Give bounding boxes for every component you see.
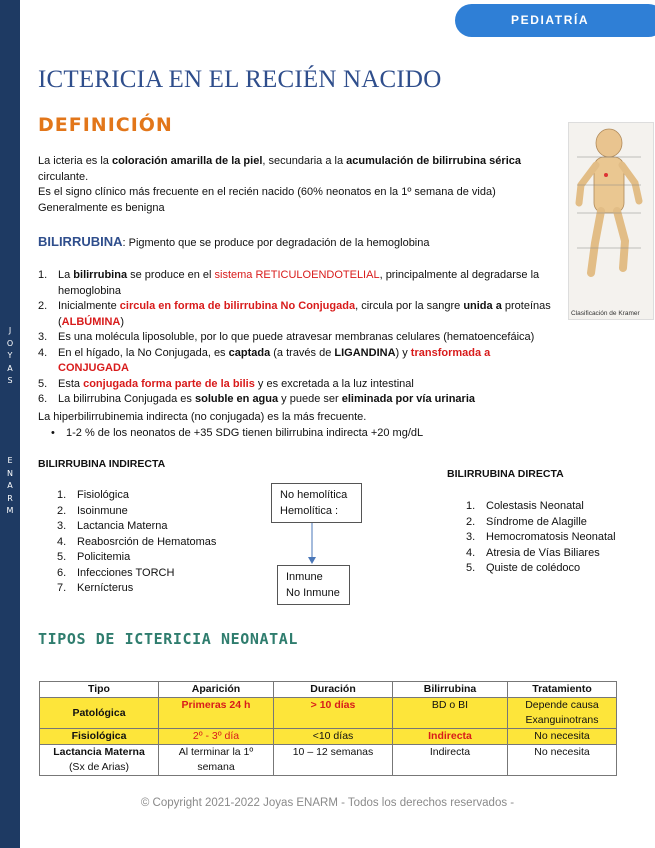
list-number: 7.	[57, 582, 67, 594]
list-number: 1.	[38, 269, 48, 281]
section-heading-definicion: DEFINICIÓN	[38, 114, 173, 136]
table-cell: BD o BI	[393, 698, 508, 729]
list-number: 2.	[38, 300, 48, 312]
list-text: unida a	[463, 300, 502, 312]
flow-text: Hemolítica :	[280, 505, 339, 517]
list-number: 5.	[57, 551, 67, 563]
list-item	[38, 346, 562, 377]
sidebar-band	[0, 0, 20, 848]
table-cell: No necesita	[508, 745, 617, 776]
list-text: ) y	[395, 346, 411, 359]
list-text: Kernícterus	[77, 582, 134, 594]
bilirrubina-desc: : Pigmento que se produce por degradación de la hemoglobina	[122, 237, 430, 249]
flow-text: Inmune	[286, 571, 323, 583]
bullet-dot: •	[51, 427, 55, 439]
table-cell	[508, 698, 617, 729]
table-header: Duración	[274, 682, 393, 698]
indirecta-title: BILIRRUBINA INDIRECTA	[38, 458, 166, 470]
list-number: 6.	[38, 393, 48, 405]
table-cell: Indirecta	[393, 745, 508, 776]
indirecta-list	[57, 488, 277, 597]
sidebar-letter: A	[7, 363, 13, 373]
list-number: 3.	[466, 531, 476, 543]
bilirrubina-heading	[38, 234, 430, 249]
list-text: (a través de	[270, 346, 335, 359]
figure-caption: Clasificación de Kramer	[571, 310, 640, 317]
list-text: transformada a CONJUGADA	[58, 346, 491, 374]
text: , secundaria a la	[262, 155, 347, 167]
list-item	[57, 550, 277, 566]
sidebar-letter: A	[7, 481, 13, 490]
list-item	[57, 581, 277, 597]
list-number: 2.	[57, 504, 67, 517]
list-item	[466, 530, 655, 546]
list-item	[38, 377, 562, 393]
list-text: Atresia de Vías Biliares	[486, 546, 600, 559]
sidebar-letters-enarm	[0, 455, 20, 518]
list-text: Quiste de colédoco	[486, 562, 581, 574]
footer-copyright: © Copyright 2021-2022 Joyas ENARM - Todos los derechos reservados -	[140, 797, 515, 809]
page-title: ICTERICIA EN EL RECIÉN NACIDO	[38, 66, 442, 93]
sidebar-letter: S	[7, 376, 13, 385]
table-cell: Patológica	[40, 698, 159, 729]
cell-line: Lactancia Materna	[53, 746, 145, 758]
table-cell: Fisiológica	[40, 729, 159, 745]
sidebar-letter: N	[7, 468, 13, 478]
list-item	[38, 330, 562, 346]
table-cell: Indirecta	[393, 729, 508, 745]
table-header: Aparición	[159, 682, 274, 698]
list-text: eliminada por vía urinaria	[341, 393, 475, 405]
cell-line: semana	[197, 761, 235, 773]
list-text: y puede ser	[278, 393, 342, 405]
list-text: Inicialmente	[58, 300, 120, 312]
list-text: captada	[228, 346, 271, 359]
list-text: )	[120, 315, 125, 328]
list-text: ALBÚMINA	[61, 315, 121, 328]
list-number: 5.	[38, 377, 48, 390]
table-cell	[40, 745, 159, 776]
list-item	[466, 561, 655, 577]
table-header: Tipo	[40, 682, 159, 698]
category-tag: PEDIATRÍA	[455, 4, 655, 37]
list-text: La bilirrubina Conjugada es	[58, 393, 195, 405]
list-text: proteínas (	[58, 300, 551, 328]
directa-list	[466, 499, 655, 577]
table-cell: No necesita	[508, 729, 617, 745]
sidebar-letter: O	[6, 338, 14, 348]
list-number: 4.	[466, 546, 476, 559]
table-cell	[159, 745, 274, 776]
list-text: , principalmente al degradarse la hemoglobina	[58, 269, 540, 297]
list-text: conjugada forma parte de la bilis	[83, 377, 255, 390]
list-number: 6.	[57, 566, 67, 579]
list-number: 5.	[466, 562, 476, 574]
tipos-table	[39, 681, 617, 776]
list-text: Esta	[58, 377, 84, 390]
list-text: Síndrome de Alagille	[486, 515, 587, 528]
table-cell: 10 – 12 semanas	[274, 745, 393, 776]
cell-line: Al terminar la 1º	[178, 746, 254, 758]
list-text: se produce en el	[127, 269, 215, 281]
text: circulante.	[38, 170, 89, 183]
list-text: y es excretada a la luz intestinal	[254, 377, 414, 390]
list-item	[57, 535, 277, 551]
list-text: Isoinmune	[77, 504, 128, 517]
table-cell: <10 días	[274, 729, 393, 745]
table-cell: Primeras 24 h	[159, 698, 274, 729]
list-number: 4.	[57, 535, 67, 548]
flow-box-inmune	[277, 565, 350, 605]
list-item	[466, 546, 655, 562]
list-number: 2.	[466, 515, 476, 528]
cell-line: Depende causa	[525, 699, 599, 711]
kramer-figure	[568, 122, 654, 320]
list-text: bilirrubina	[73, 269, 128, 281]
list-text: sistema RETICULOENDOTELIAL	[214, 269, 380, 281]
table-header: Tratamiento	[508, 682, 617, 698]
list-item	[57, 504, 277, 520]
list-item	[38, 268, 562, 299]
table-header: Bilirrubina	[393, 682, 508, 698]
text-bold: acumulación de bilirrubina sérica	[346, 155, 521, 167]
sidebar-letters-joyas	[0, 325, 20, 388]
table-cell: 2º - 3º día	[159, 729, 274, 745]
list-text: Reabosrción de Hematomas	[77, 535, 217, 548]
table-row	[40, 729, 617, 745]
flow-arrow-icon	[305, 523, 319, 565]
sidebar-letter: Y	[7, 351, 13, 360]
list-text: Hemocromatosis Neonatal	[486, 531, 616, 543]
list-text: circula en forma de bilirrubina No Conjugada	[119, 300, 356, 312]
list-item	[38, 392, 562, 408]
sidebar-letter: M	[6, 506, 14, 515]
flow-text: No Inmune	[286, 587, 340, 599]
list-text: Colestasis Neonatal	[486, 500, 584, 512]
list-item	[466, 499, 655, 515]
baby-illustration	[569, 123, 653, 307]
list-text: Fisiológica	[77, 489, 129, 501]
sidebar-letter: R	[7, 493, 13, 503]
cell-line: (Sx de Arias)	[68, 761, 130, 773]
list-item	[57, 488, 277, 504]
list-text: Es una molécula liposoluble, por lo que puede atravesar membranas celulares (hematoencefáica)	[58, 331, 535, 343]
hiper-bullet-text: 1-2 % de los neonatos de +35 SDG tienen bilirrubina indirecta +20 mg/dL	[66, 427, 424, 439]
list-item	[38, 299, 562, 330]
list-number: 1.	[466, 500, 476, 512]
list-number: 3.	[38, 331, 48, 343]
list-text: Policitemia	[77, 551, 131, 563]
definition-paragraph	[38, 154, 560, 216]
text: Generalmente es benigna	[38, 201, 165, 214]
list-number: 3.	[57, 520, 67, 532]
text-bold: coloración amarilla de la piel	[111, 155, 263, 167]
hiper-line: La hiperbilirrubinemia indirecta (no conjugada) es la más frecuente.	[38, 411, 367, 423]
hiper-bullet	[51, 426, 562, 442]
section-heading-tipos: TIPOS DE ICTERICIA NEONATAL	[38, 630, 299, 648]
list-text: soluble en agua	[194, 393, 279, 405]
list-item	[466, 515, 655, 531]
list-text: Lactancia Materna	[77, 520, 168, 532]
table-header-row	[40, 682, 617, 698]
list-text: LIGANDINA	[334, 346, 396, 359]
sidebar-letter: J	[8, 326, 12, 335]
table-row	[40, 745, 617, 776]
flow-text: No hemolítica	[280, 489, 348, 501]
list-text: , circula por la sangre	[355, 300, 464, 312]
list-number: 1.	[57, 489, 67, 501]
sidebar-letter: E	[7, 456, 13, 465]
text: La icteria es la	[38, 155, 112, 167]
list-text: Infecciones TORCH	[77, 566, 175, 579]
list-text: La	[58, 269, 74, 281]
bilirrubina-label: BILIRRUBINA	[38, 234, 123, 249]
list-item	[57, 566, 277, 582]
bilirrubina-list	[38, 268, 562, 408]
list-number: 4.	[38, 346, 48, 359]
list-item	[57, 519, 277, 535]
list-text: En el hígado, la No Conjugada, es	[58, 346, 229, 359]
text: Es el signo clínico más frecuente en el recién nacido (60% neonatos en la 1º semana de vida)	[38, 186, 496, 198]
directa-title: BILIRRUBINA DIRECTA	[447, 468, 564, 480]
table-row	[40, 698, 617, 729]
table-cell: > 10 días	[274, 698, 393, 729]
cell-line: Exanguinotrans	[525, 714, 599, 726]
flow-box-hemolitica	[271, 483, 362, 523]
